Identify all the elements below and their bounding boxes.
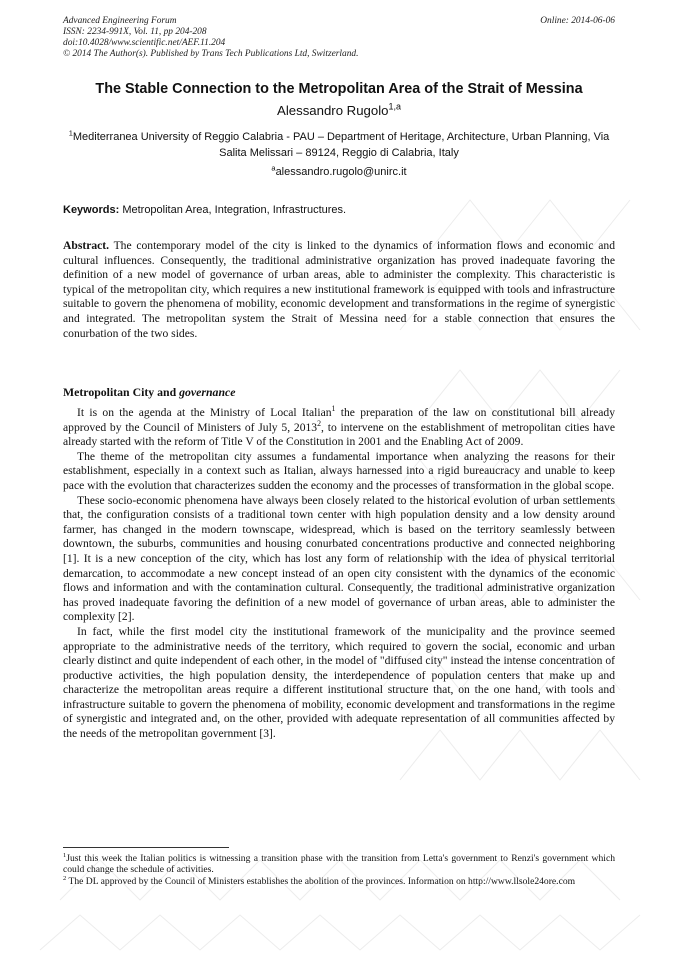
footnote-ref-1: 1 <box>331 404 336 414</box>
affiliation-mark: 1 <box>68 128 73 138</box>
footnote-divider <box>63 847 229 848</box>
author-affiliation-mark: 1,a <box>388 101 401 112</box>
footnote-ref-2: 2 <box>317 418 322 428</box>
footnote-2 <box>63 876 615 887</box>
doi-line: doi:10.4028/www.scientific.net/AEF.11.204 <box>63 38 226 48</box>
online-date: Online: 2014-06-06 <box>540 16 615 26</box>
paper-title: The Stable Connection to the Metropolitan Area of the Strait of Messina <box>95 81 583 97</box>
author-name: Alessandro Rugolo <box>277 103 389 118</box>
abstract-text: The contemporary model of the city is linked to the dynamics of information flows and economic and cultural influences. Consequently, the traditional administrative organization has proved inadequate favoring the definition of a new model of governance of urban areas, able to administer the complexity. This characteristic is typical of the metropolitan city, which requires a new institutional framework is equipped with tools and infrastructure suitable to govern the phenomena of mobility, economic development and transformations in the regime of synergistic and integrated. The metropolitan system the Strait of Messina need for a stable connection that ensures the conurbation of the two sides. <box>63 239 615 340</box>
section-heading-plain: Metropolitan City and <box>63 385 177 399</box>
copyright-line: © 2014 The Author(s). Published by Trans Tech Publications Ltd, Switzerland. <box>63 49 359 59</box>
paragraph-3: These socio-economic phenomena have always been closely related to the historical evolution of urban settlements that, the configuration consists of a traditional town center with high population density and a low density around farmer, has changed in the modern townscape, widespread, which is based on the territory seamlessly between downtown, the suburbs, communities and housing conurbated concentrations productive and connected neighboring [1]. It is a new conception of the city, which has lost any form of relationship with the idea of physical territorial demarcation, to accommodate a new concept instead of an open city consistent with the dynamics of the economic flows and information and with the contamination cultural. Consequently, the traditional administrative organization has proved inadequate favoring the definition of a new model of governance of urban areas, able to administer the complexity [2]. <box>63 493 615 624</box>
footnote-1-mark: 1 <box>63 851 67 859</box>
keywords <box>63 204 615 216</box>
email-address: alessandro.rugolo@unirc.it <box>275 166 407 178</box>
section-body <box>63 406 615 742</box>
footnotes <box>63 853 615 887</box>
abstract <box>63 239 615 341</box>
paragraph-2: The theme of the metropolitan city assumes a fundamental importance when analyzing the reasons for their establishment, especially in a context such as Italian, always harnessed into a rigid bureaucracy and unable to keep pace with the evolution that characterizes sudden the economy and the processes of transformation in the global scope. <box>63 449 615 492</box>
section-heading <box>63 385 235 400</box>
paragraph-1-text-a: It is on the agenda at the Ministry of Local Italian <box>77 406 332 419</box>
footnote-1 <box>63 853 615 876</box>
abstract-label: Abstract. <box>63 239 110 252</box>
issn-line: ISSN: 2234-991X, Vol. 11, pp 204-208 <box>63 27 207 37</box>
footnote-1-text: Just this week the Italian politics is witnessing a transition phase with the transition from Letta's government to Renzi's government which could change the schedule of activities. <box>63 853 615 876</box>
author-line <box>0 103 678 118</box>
footnote-2-mark: 2 <box>63 874 67 882</box>
paragraph-4: In fact, while the first model city the institutional framework of the municipality and the province seemed appropriate to the administrative needs of the territory, which required to govern the social, economic and urban clearly distinct and quite independent of each other, in the model of "diffused city" instead the intense concentration of productive activities, the high population density, the interdependence of population centers that make up and characterize the metropolitan areas require a different institutional structure that, on the one hand, with tools and infrastructure suitable to govern the phenomena of mobility, economic development and transformations in the regime of synergistic and integrated and, on the other, provided with adequate representation of all communities affected by the needs of the metropolitan government [3]. <box>63 624 615 741</box>
section-heading-italic: governance <box>179 385 236 399</box>
email-mark: a <box>271 163 276 173</box>
affiliation <box>63 130 615 161</box>
footnote-2-text: The DL approved by the Council of Ministers establishes the abolition of the provinces. Information on http://www.llsole24ore.com <box>66 875 576 887</box>
author-email <box>0 163 678 178</box>
paragraph-1-text-b: the preparation of the law on constitutional bill already approved by the Council of Ministers of July 5, 2013 <box>63 406 615 434</box>
paragraph-1 <box>63 406 615 450</box>
keywords-label: Keywords: <box>63 204 120 216</box>
keywords-text: Metropolitan Area, Integration, Infrastructures. <box>122 204 347 216</box>
journal-name: Advanced Engineering Forum <box>63 16 177 26</box>
affiliation-text: Mediterranea University of Reggio Calabria - PAU – Department of Heritage, Architecture, Urban Planning, Via Salita Melissari – 89124, Reggio di Calabria, Italy <box>72 131 610 159</box>
paragraph-1-text-c: , to intervene on the establishment of metropolitan cities have already started with the reform of Title V of the Constitution in 2001 and the Enabling Act of 2009. <box>63 420 615 449</box>
